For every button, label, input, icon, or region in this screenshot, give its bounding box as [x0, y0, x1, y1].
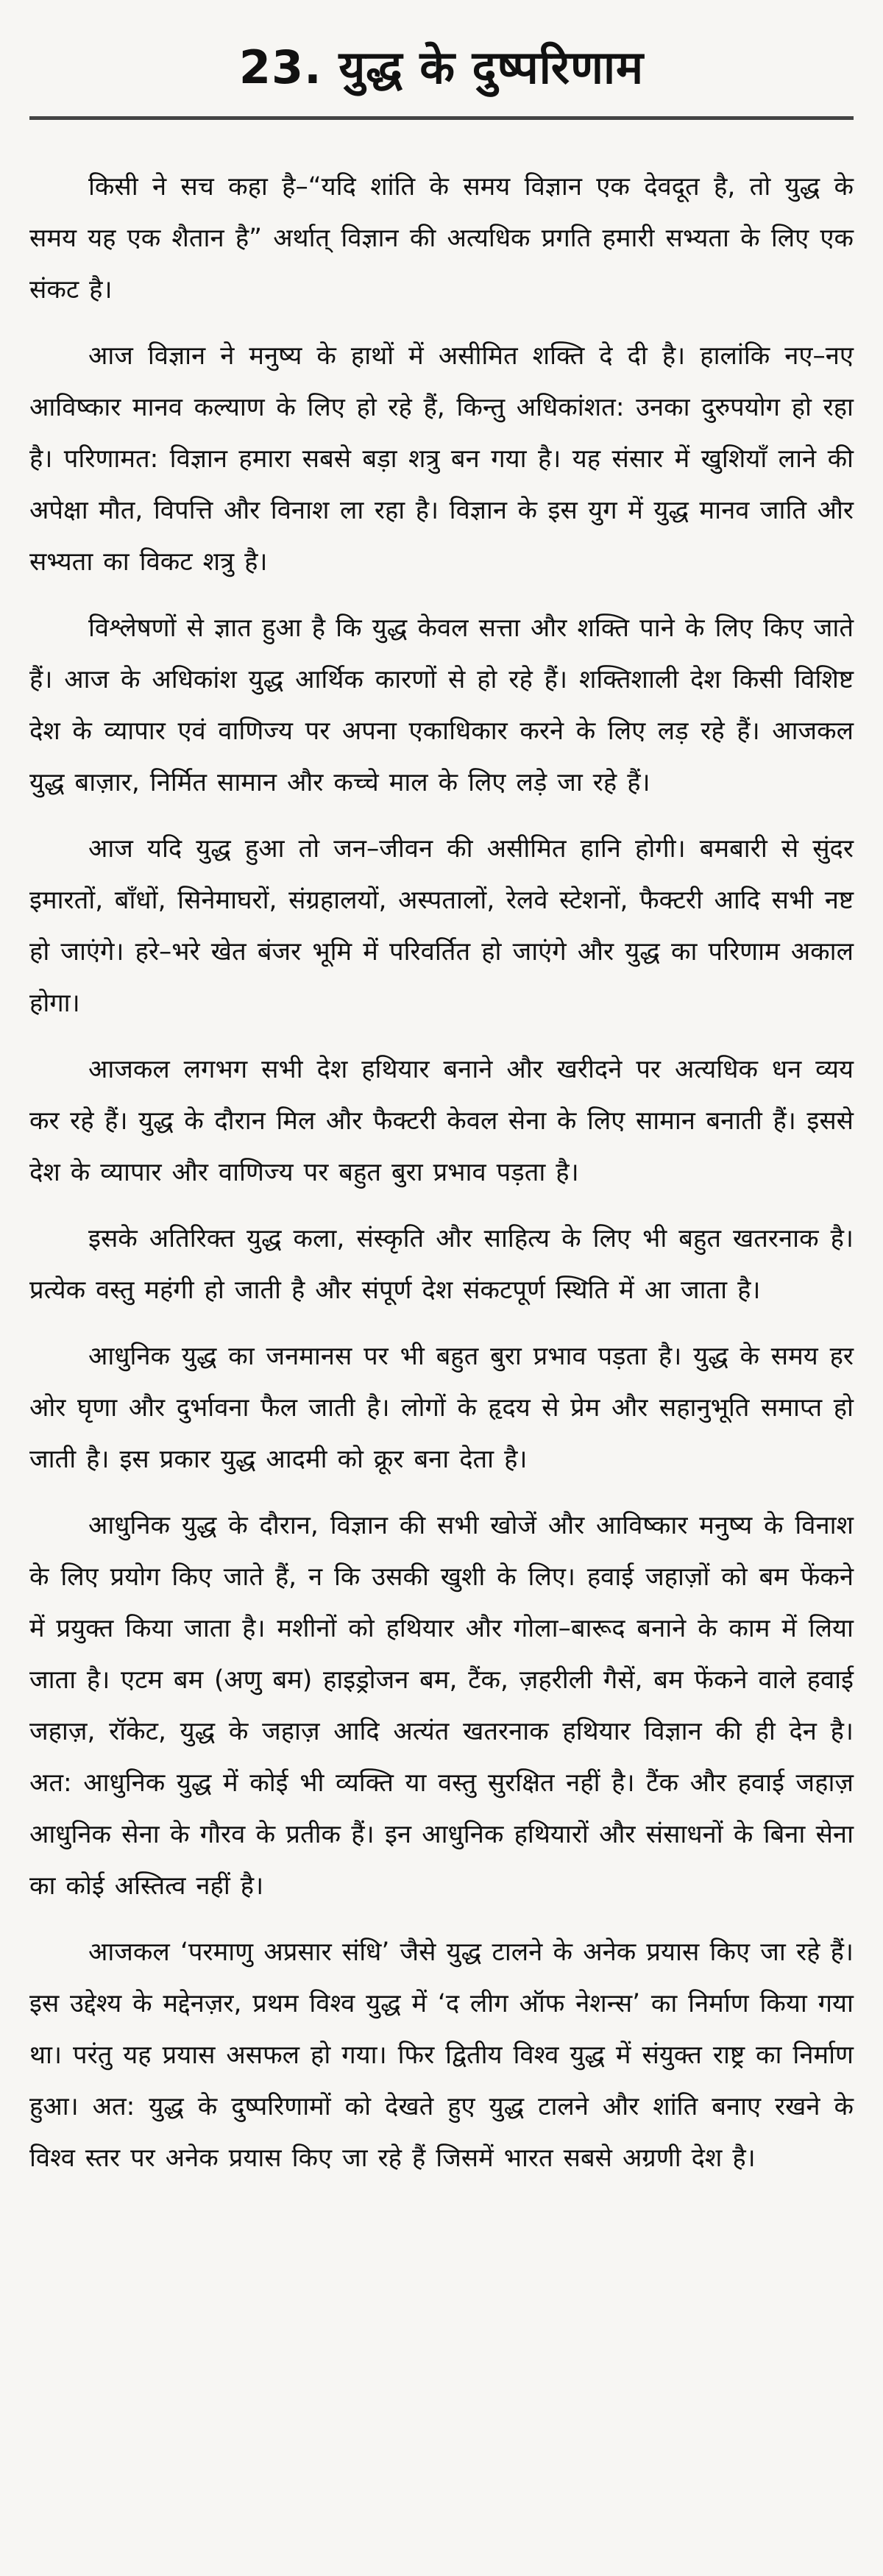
- paragraph-6: इसके अतिरिक्त युद्ध कला, संस्कृति और साहित्य के लिए भी बहुत खतरनाक है। प्रत्येक वस्तु महंगी हो जाती है और संपूर्ण देश संकटपूर्ण स्थिति में आ जाता है।: [29, 1224, 854, 1305]
- page-title: 23. युद्ध के दुष्परिणाम: [238, 40, 645, 94]
- paragraph-8: आधुनिक युद्ध के दौरान, विज्ञान की सभी खोजें और आविष्कार मनुष्य के विनाश के लिए प्रयोग किए जाते हैं, न कि उसकी खुशी के लिए। हवाई जहाज़ों को बम फेंकने में प्रयुक्त किया जाता है। मशीनों को हथियार और गोला–बारूद बनाने के काम में लिया जाता है। एटम बम (अणु बम) हाइड्रोजन बम, टैंक, ज़हरीली गैसें, बम फेंकने वाले हवाई जहाज़, रॉकेट, युद्ध के जहाज़ आदि अत्यंत खतरनाक हथियार विज्ञान की ही देन है। अत: आधुनिक युद्ध में कोई भी व्यक्ति या वस्तु सुरक्षित नहीं है। टैंक और हवाई जहाज़ आधुनिक सेना के गौरव के प्रतीक हैं। इन आधुनिक हथियारों और संसाधनों के बिना सेना का कोई अस्तित्व नहीं है।: [29, 1511, 854, 1901]
- paragraph-5: आजकल लगभग सभी देश हथियार बनाने और खरीदने पर अत्यधिक धन व्यय कर रहे हैं। युद्ध के दौरान मिल और फैक्टरी केवल सेना के लिए सामान बनाती हैं। इससे देश के व्यापार और वाणिज्य पर बहुत बुरा प्रभाव पड़ता है।: [29, 1055, 854, 1187]
- title-divider: [29, 116, 854, 120]
- paragraph-3: विश्लेषणों से ज्ञात हुआ है कि युद्ध केवल सत्ता और शक्ति पाने के लिए किए जाते हैं। आज के अधिकांश युद्ध आर्थिक कारणों से हो रहे हैं। शक्तिशाली देश किसी विशिष्ट देश के व्यापार एवं वाणिज्य पर अपना एकाधिकार करने के लिए लड़ रहे हैं। आजकल युद्ध बाज़ार, निर्मित सामान और कच्चे माल के लिए लड़े जा रहे हैं।: [29, 613, 854, 797]
- paragraph-2: आज विज्ञान ने मनुष्य के हाथों में असीमित शक्ति दे दी है। हालांकि नए–नए आविष्कार मानव कल्याण के लिए हो रहे हैं, किन्तु अधिकांशत: उनका दुरुपयोग हो रहा है। परिणामत: विज्ञान हमारा सबसे बड़ा शत्रु बन गया है। यह संसार में खुशियाँ लाने की अपेक्षा मौत, विपत्ति और विनाश ला रहा है। विज्ञान के इस युग में युद्ध मानव जाति और सभ्यता का विकट शत्रु है।: [29, 341, 854, 577]
- paragraph-4: आज यदि युद्ध हुआ तो जन–जीवन की असीमित हानि होगी। बमबारी से सुंदर इमारतों, बाँधों, सिनेमाघरों, संग्रहालयों, अस्पतालों, रेलवे स्टेशनों, फैक्टरी आदि सभी नष्ट हो जाएंगे। हरे–भरे खेत बंजर भूमि में परिवर्तित हो जाएंगे और युद्ध का परिणाम अकाल होगा।: [29, 834, 854, 1018]
- paragraph-7: आधुनिक युद्ध का जनमानस पर भी बहुत बुरा प्रभाव पड़ता है। युद्ध के समय हर ओर घृणा और दुर्भावना फैल जाती है। लोगों के हृदय से प्रेम और सहानुभूति समाप्त हो जाती है। इस प्रकार युद्ध आदमी को क्रूर बना देता है।: [29, 1342, 854, 1474]
- paragraph-1: किसी ने सच कहा है–“यदि शांति के समय विज्ञान एक देवदूत है, तो युद्ध के समय यह एक शैतान है” अर्थात् विज्ञान की अत्यधिक प्रगति हमारी सभ्यता के लिए एक संकट है।: [29, 172, 854, 305]
- paragraph-9: आजकल ‘परमाणु अप्रसार संधि’ जैसे युद्ध टालने के अनेक प्रयास किए जा रहे हैं। इस उद्देश्य के मद्देनज़र, प्रथम विश्व युद्ध में ‘द लीग ऑफ नेशन्स’ का निर्माण किया गया था। परंतु यह प्रयास असफल हो गया। फिर द्वितीय विश्व युद्ध में संयुक्त राष्ट्र का निर्माण हुआ। अत: युद्ध के दुष्परिणामों को देखते हुए युद्ध टालने और शांति बनाए रखने के विश्व स्तर पर अनेक प्रयास किए जा रहे हैं जिसमें भारत सबसे अग्रणी देश है।: [29, 1938, 854, 2173]
